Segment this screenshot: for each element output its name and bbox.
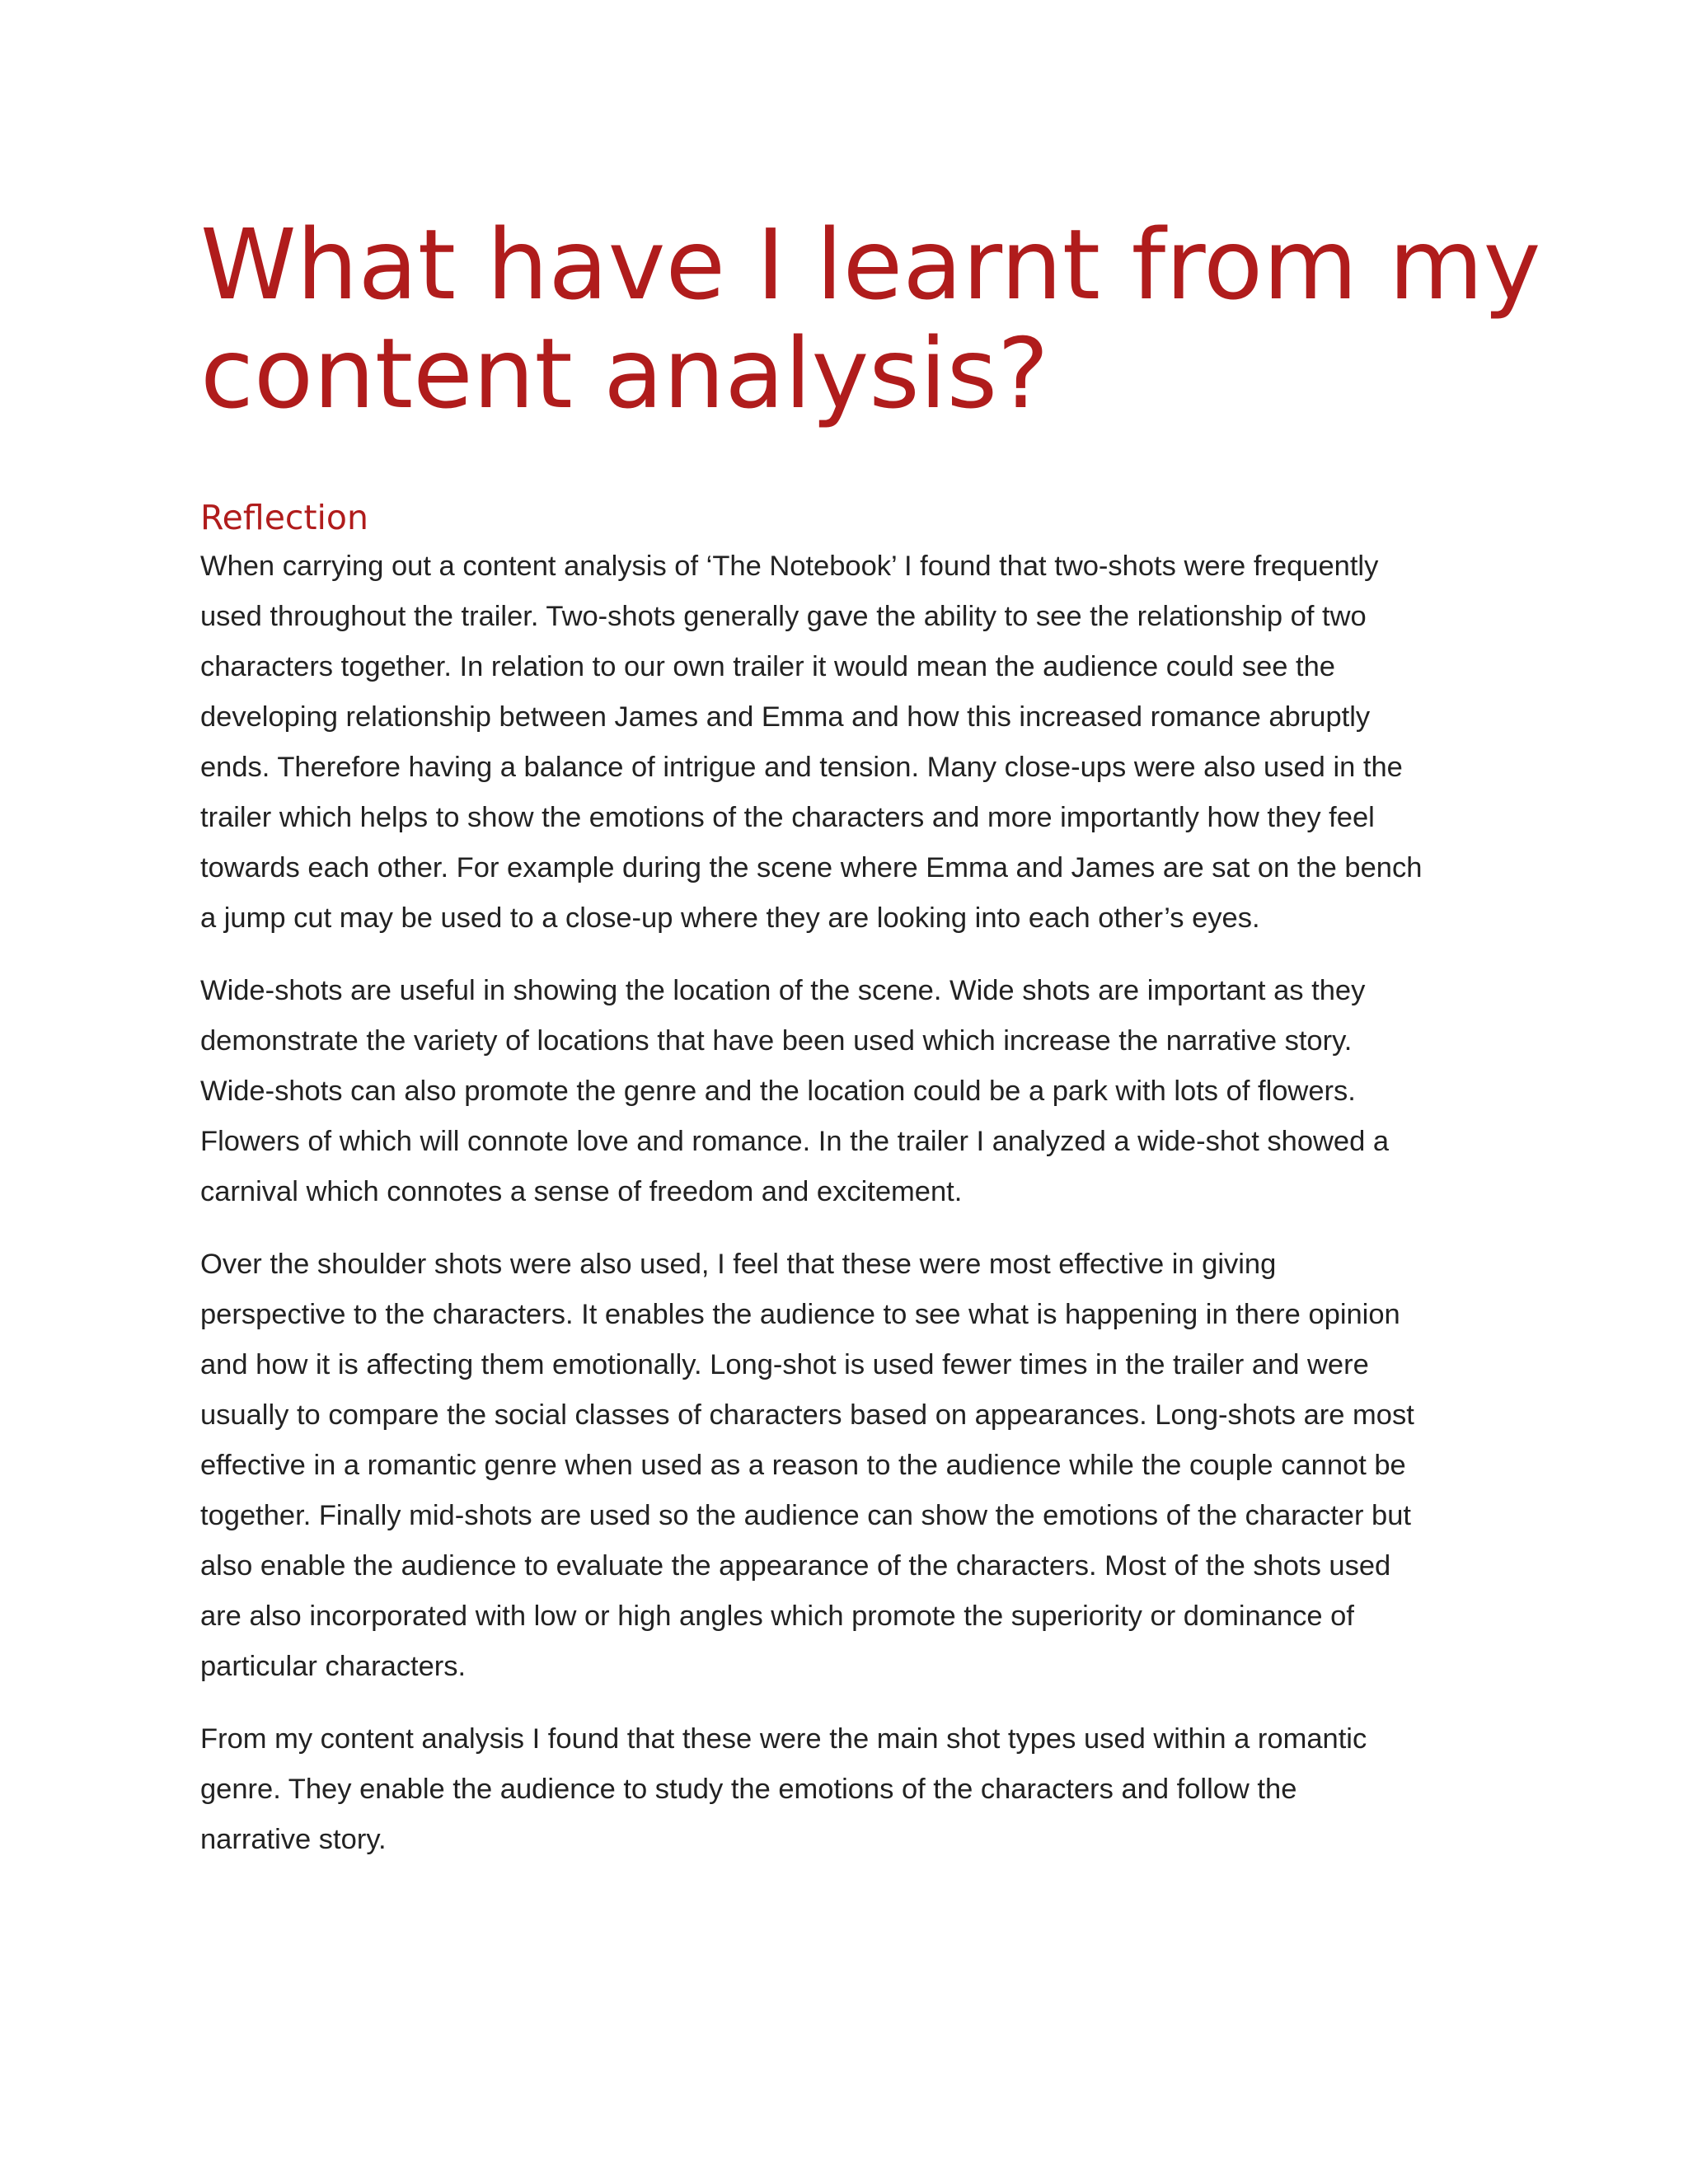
text-line: Over the shoulder shots were also used, I feel that these were most effective in giving [200,1248,1277,1280]
text-line: narrative story. [200,1823,387,1855]
paragraph-conclusion [200,1714,1503,1865]
text-line: carnival which connotes a sense of freedom and excitement. [200,1175,963,1207]
section-heading-reflection: Reflection [200,498,368,538]
text-line: developing relationship between James and Emma and how this increased romance abruptly [200,701,1371,733]
text-line: perspective to the characters. It enables the audience to see what is happening in there opinion [200,1298,1400,1330]
text-line: effective in a romantic genre when used as a reason to the audience while the couple cannot be [200,1449,1406,1481]
text-line: are also incorporated with low or high angles which promote the superiority or dominance of [200,1600,1354,1632]
title-line: What have I learnt from my [200,208,1541,321]
text-line: characters together. In relation to our own trailer it would mean the audience could see the [200,650,1335,682]
text-line: together. Finally mid-shots are used so the audience can show the emotions of the character but [200,1499,1412,1531]
text-line: used throughout the trailer. Two-shots generally gave the ability to see the relationship of two [200,600,1367,632]
text-line: trailer which helps to show the emotions of the characters and more importantly how they feel [200,801,1375,833]
text-line: Flowers of which will connote love and romance. In the trailer I analyzed a wide-shot showed a [200,1125,1390,1157]
page-title [200,208,1541,431]
document-content [200,208,1541,1887]
text-line: usually to compare the social classes of characters based on appearances. Long-shots are most [200,1399,1414,1431]
text-line: also enable the audience to evaluate the appearance of the characters. Most of the shots used [200,1549,1391,1582]
paragraph-two-shots [200,541,1503,944]
text-line: and how it is affecting them emotionally. Long-shot is used fewer times in the trailer and were [200,1348,1369,1380]
text-line: From my content analysis I found that these were the main shot types used within a romantic [200,1722,1367,1755]
text-line: demonstrate the variety of locations that have been used which increase the narrative story. [200,1024,1353,1057]
text-line: towards each other. For example during the scene where Emma and James are sat on the bench [200,851,1423,883]
title-line: content analysis? [200,316,1049,431]
text-line: Wide-shots can also promote the genre and the location could be a park with lots of flowers. [200,1075,1356,1107]
text-line: a jump cut may be used to a close-up where they are looking into each other’s eyes. [200,902,1260,934]
paragraph-wide-shots [200,966,1503,1217]
text-line: When carrying out a content analysis of ‘The Notebook’ I found that two-shots were frequently [200,550,1379,582]
text-line: genre. They enable the audience to study the emotions of the characters and follow the [200,1773,1297,1805]
paragraph-shoulder-shots [200,1240,1503,1692]
text-line: ends. Therefore having a balance of intrigue and tension. Many close-ups were also used in the [200,751,1403,783]
text-line: Wide-shots are useful in showing the location of the scene. Wide shots are important as they [200,974,1366,1006]
text-line: particular characters. [200,1650,467,1682]
document-body [200,541,1503,1865]
